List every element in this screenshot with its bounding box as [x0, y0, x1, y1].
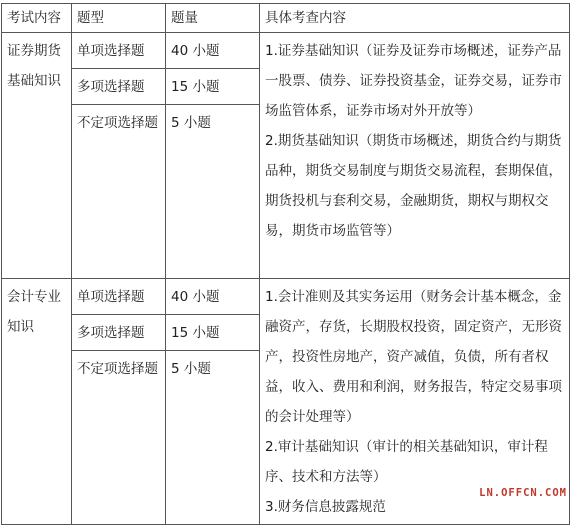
header-exam-content: 考试内容: [2, 4, 72, 33]
detail-item: 1.证券基础知识（证券及证券市场概述，证券产品一股票、债券、证券投资基金，证券交易，证券市场监管体系，证券市场对外开放等）: [265, 43, 562, 119]
question-count-cell: 40 小题: [166, 279, 260, 315]
table-header-row: [2, 4, 570, 33]
subject-cell: 会计专业知识: [2, 279, 72, 525]
detail-item: 1.会计准则及其实务运用（财务会计基本概念，金融资产，存货，长期股权投资，固定资产，无形资产，投资性房地产，资产减值，负债，所有者权益，收入、费用和利润，财务报告，特定交易事项的会计处理等）: [265, 289, 562, 425]
header-specific-content: 具体考查内容: [260, 4, 570, 33]
question-type-cell: 不定项选择题: [72, 351, 166, 525]
question-type-cell: 多项选择题: [72, 315, 166, 351]
question-count-cell: 40 小题: [166, 33, 260, 69]
watermark: LN.OFFCN.COM: [479, 487, 567, 499]
detail-cell: [260, 33, 570, 279]
table-row: [2, 279, 570, 315]
question-count-cell: 5 小题: [166, 105, 260, 279]
question-count-cell: 15 小题: [166, 69, 260, 105]
question-type-cell: 单项选择题: [72, 279, 166, 315]
exam-content-table: [1, 3, 570, 525]
header-question-count: 题量: [166, 4, 260, 33]
detail-item: 2.期货基础知识（期货市场概述，期货合约与期货品种，期货交易制度与期货交易流程，套期保值，期货投机与套利交易，金融期货，期权与期权交易，期货市场监管等）: [265, 133, 562, 239]
question-count-cell: 15 小题: [166, 315, 260, 351]
detail-item: 3.财务信息披露规范: [265, 499, 386, 515]
question-type-cell: 单项选择题: [72, 33, 166, 69]
table-row: [2, 33, 570, 69]
question-count-cell: 5 小题: [166, 351, 260, 525]
question-type-cell: 不定项选择题: [72, 105, 166, 279]
header-question-type: 题型: [72, 4, 166, 33]
question-type-cell: 多项选择题: [72, 69, 166, 105]
subject-cell: 证券期货基础知识: [2, 33, 72, 279]
detail-item: 2.审计基础知识（审计的相关基础知识，审计程序、技术和方法等）: [265, 439, 548, 485]
